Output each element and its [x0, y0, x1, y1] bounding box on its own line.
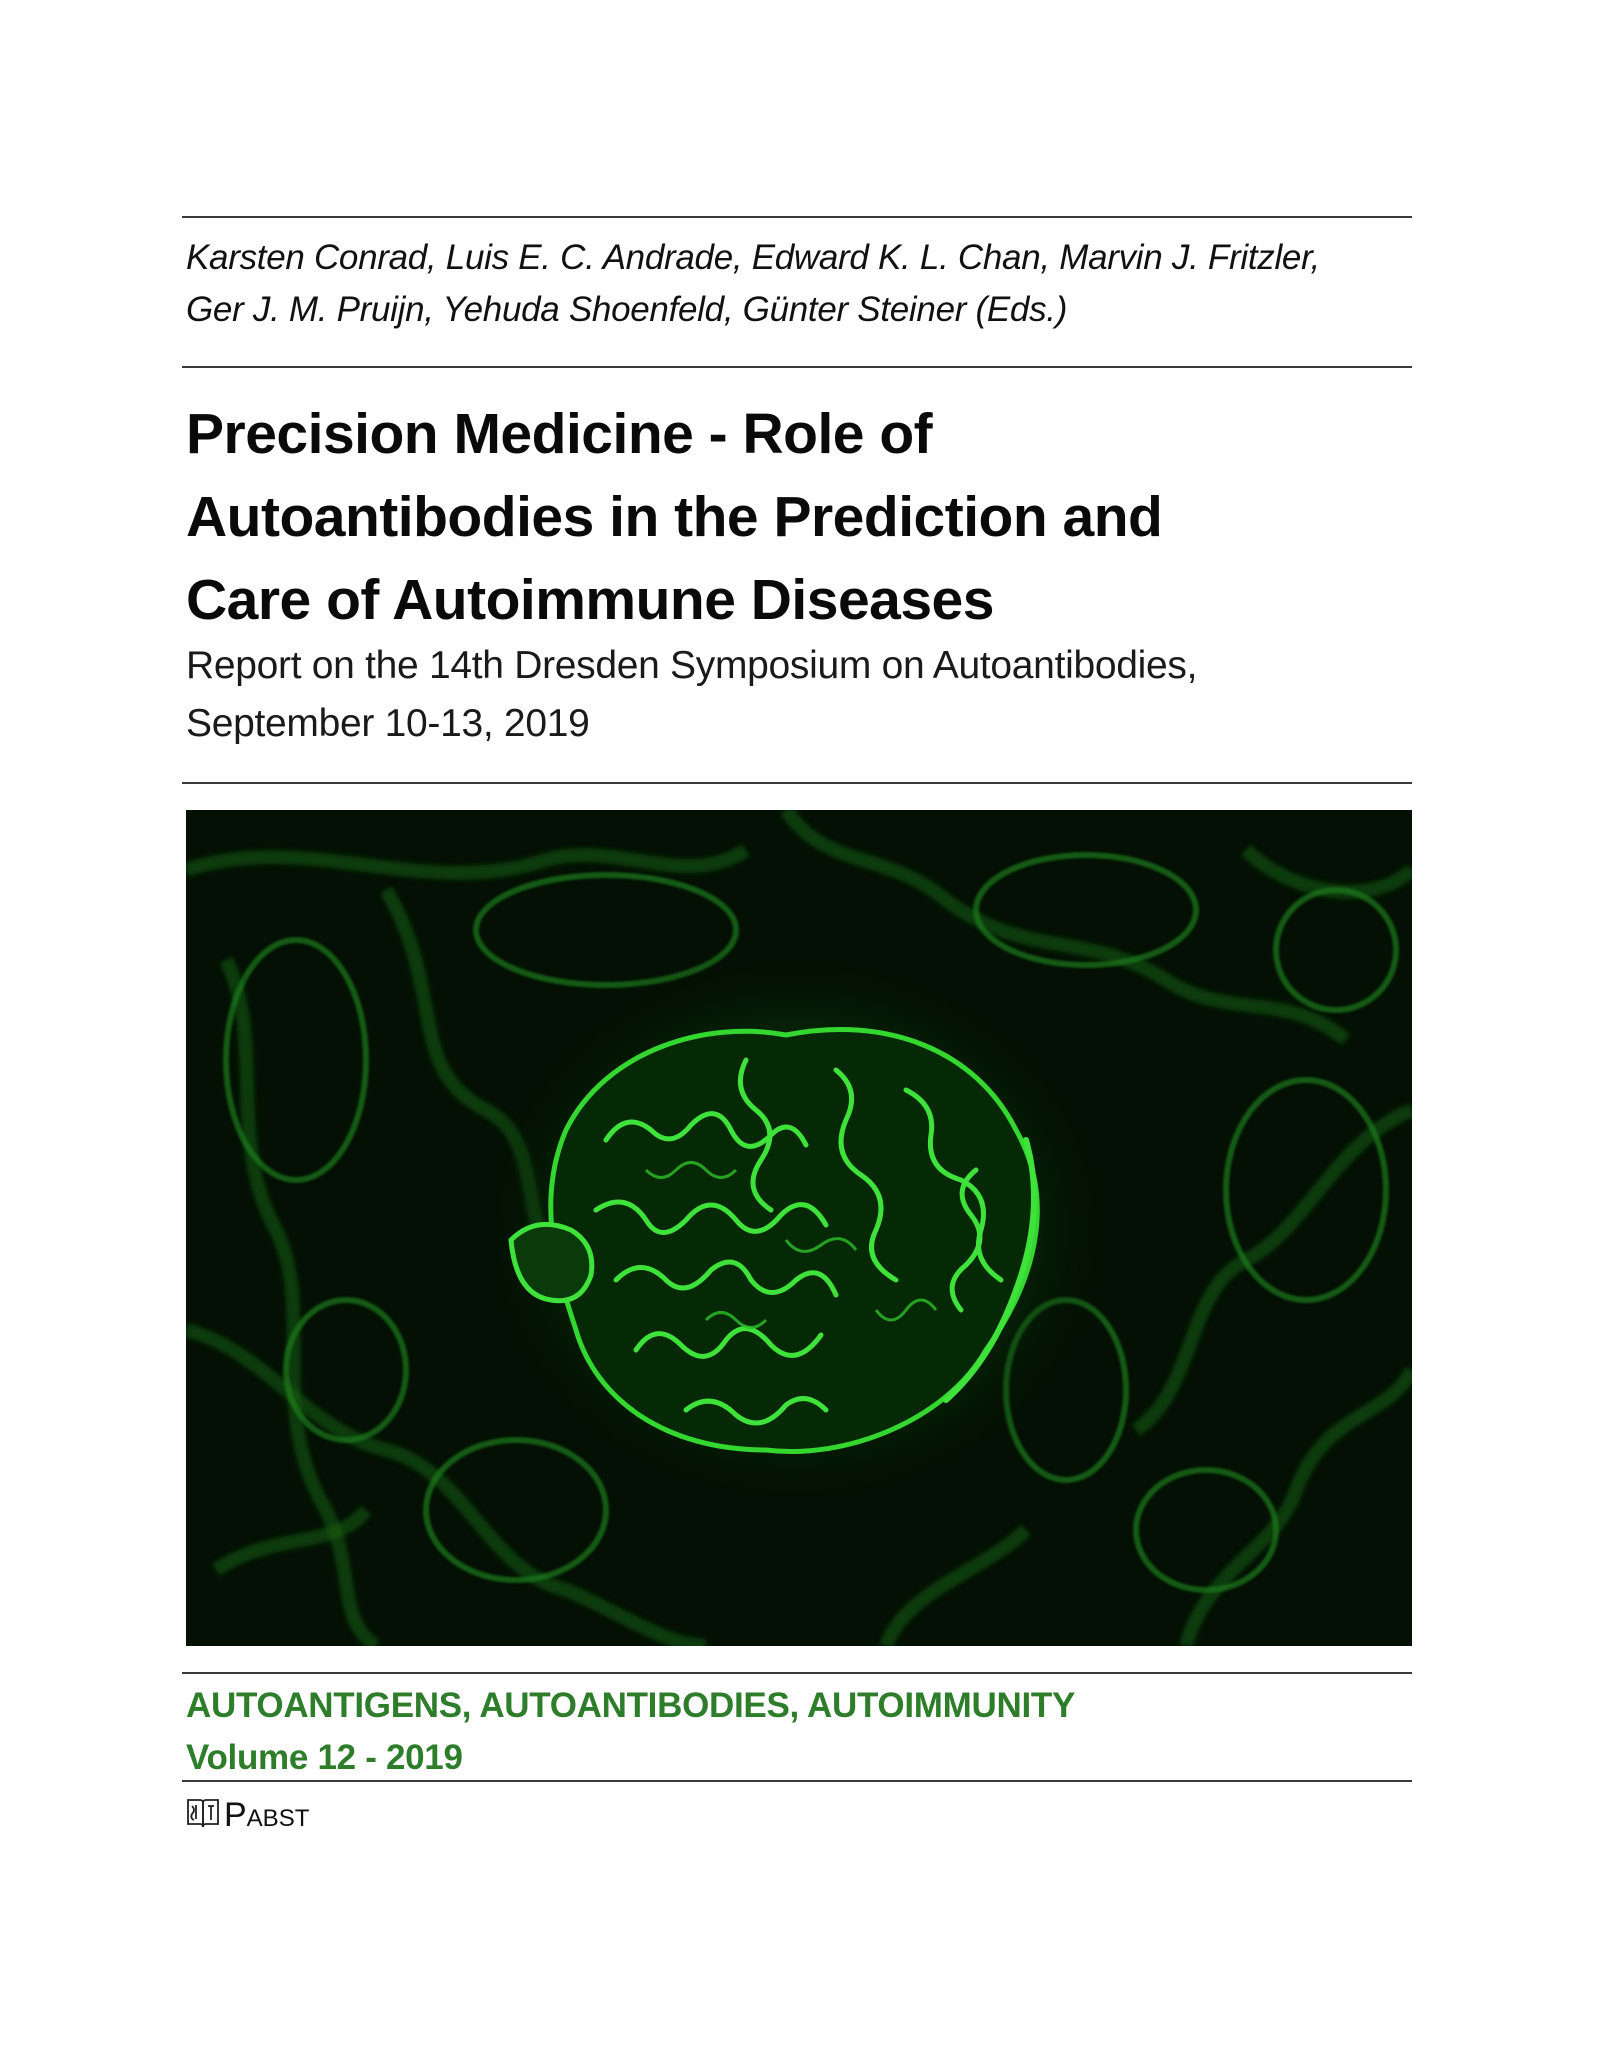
cover-micrograph-image	[186, 810, 1412, 1646]
subtitle-bottom-rule	[182, 782, 1412, 784]
editors-bottom-rule	[182, 366, 1412, 368]
book-title	[186, 393, 1426, 642]
title-line-1: Precision Medicine - Role of	[186, 402, 933, 466]
series-name: AUTOANTIGENS, AUTOANTIBODIES, AUTOIMMUNITY	[186, 1686, 1075, 1725]
top-rule	[182, 216, 1412, 218]
title-line-3: Care of Autoimmune Diseases	[186, 568, 994, 632]
editors-block	[186, 232, 1426, 336]
subtitle-line-1: Report on the 14th Dresden Symposium on Autoantibodies,	[186, 644, 1198, 687]
series-volume: Volume 12 - 2019	[186, 1738, 463, 1777]
subtitle-line-2: September 10-13, 2019	[186, 702, 590, 745]
publisher-logo	[186, 1796, 309, 1835]
editors-line-1: Karsten Conrad, Luis E. C. Andrade, Edward K. L. Chan, Marvin J. Fritzler,	[186, 238, 1320, 277]
open-book-icon	[186, 1796, 220, 1835]
editors-line-2: Ger J. M. Pruijn, Yehuda Shoenfeld, Günter Steiner (Eds.)	[186, 290, 1068, 329]
publisher-name: Pabst	[224, 1796, 310, 1834]
image-bottom-rule	[182, 1672, 1412, 1674]
series-bottom-rule	[182, 1780, 1412, 1782]
title-line-2: Autoantibodies in the Prediction and	[186, 485, 1163, 549]
book-subtitle	[186, 637, 1426, 753]
series-block	[186, 1680, 1075, 1784]
